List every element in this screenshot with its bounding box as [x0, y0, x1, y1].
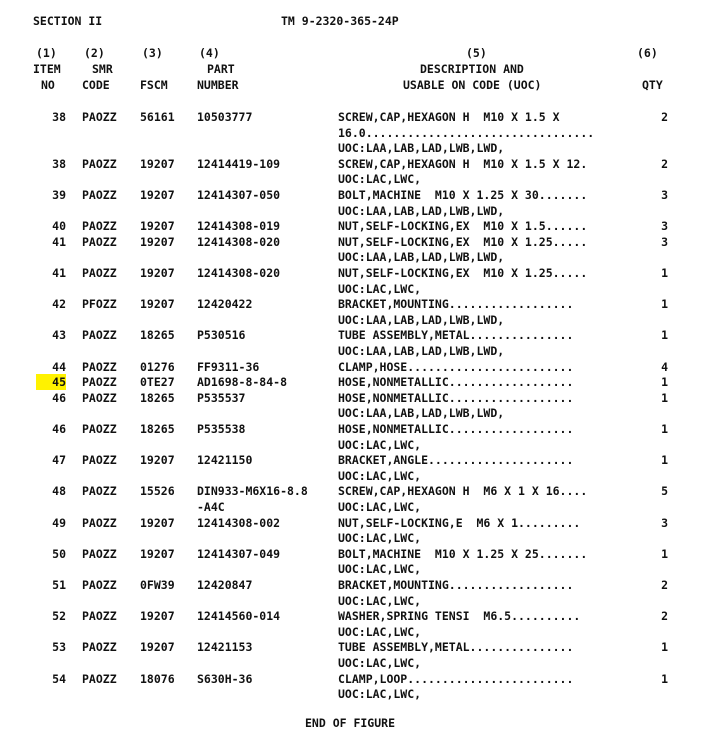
description: SCREW,CAP,HEXAGON H M6 X 1 X 16....	[338, 484, 588, 498]
table-row	[0, 390, 701, 406]
table-row	[0, 437, 701, 453]
table-row	[0, 374, 701, 390]
item-number: 38	[52, 110, 66, 124]
item-number: 39	[52, 188, 66, 202]
description: HOSE,NONMETALLIC..................	[338, 375, 574, 389]
item-number: 48	[52, 484, 66, 498]
table-row	[0, 265, 701, 281]
col1-num: (1)	[36, 46, 57, 60]
part-number: -A4C	[197, 500, 225, 514]
description: NUT,SELF-LOCKING,EX M10 X 1.5......	[338, 219, 588, 233]
description: UOC:LAC,LWC,	[338, 438, 422, 452]
description: UOC:LAC,LWC,	[338, 469, 422, 483]
description: TUBE ASSEMBLY,METAL...............	[338, 328, 574, 342]
col1-l1: ITEM	[33, 62, 61, 76]
table-row	[0, 249, 701, 265]
part-number: 12420847	[197, 578, 253, 592]
item-number: 46	[52, 422, 66, 436]
end-of-figure: END OF FIGURE	[305, 716, 396, 730]
fscm-code: 01276	[140, 360, 175, 374]
description: BOLT,MACHINE M10 X 1.25 X 30.......	[338, 188, 588, 202]
table-row	[0, 577, 701, 593]
smr-code: PAOZZ	[82, 672, 117, 686]
description: UOC:LAC,LWC,	[338, 531, 422, 545]
smr-code: PAOZZ	[82, 516, 117, 530]
description: BRACKET,MOUNTING..................	[338, 297, 574, 311]
table-row	[0, 140, 701, 156]
fscm-code: 18265	[140, 328, 175, 342]
quantity: 2	[661, 609, 668, 623]
description: UOC:LAA,LAB,LAD,LWB,LWD,	[338, 406, 505, 420]
fscm-code: 19207	[140, 453, 175, 467]
table-row	[0, 499, 701, 515]
smr-code: PAOZZ	[82, 375, 117, 389]
description: UOC:LAC,LWC,	[338, 500, 422, 514]
quantity: 1	[661, 640, 668, 654]
col5-num: (5)	[466, 46, 487, 60]
table-row	[0, 296, 701, 312]
col6-l2: QTY	[642, 78, 663, 92]
quantity: 2	[661, 578, 668, 592]
table-row	[0, 639, 701, 655]
part-number: 12414308-020	[197, 266, 281, 280]
smr-code: PAOZZ	[82, 547, 117, 561]
fscm-code: 19207	[140, 547, 175, 561]
part-number: 12414308-020	[197, 235, 281, 249]
item-number: 53	[52, 640, 66, 654]
item-number: 44	[52, 360, 66, 374]
fscm-code: 18265	[140, 422, 175, 436]
fscm-code: 19207	[140, 516, 175, 530]
table-row	[0, 624, 701, 640]
table-row	[0, 109, 701, 125]
description: CLAMP,LOOP........................	[338, 672, 574, 686]
col3-l2: FSCM	[140, 78, 168, 92]
smr-code: PAOZZ	[82, 640, 117, 654]
table-row	[0, 234, 701, 250]
smr-code: PAOZZ	[82, 328, 117, 342]
description: UOC:LAC,LWC,	[338, 625, 422, 639]
table-row	[0, 405, 701, 421]
smr-code: PAOZZ	[82, 188, 117, 202]
item-number: 43	[52, 328, 66, 342]
quantity: 1	[661, 328, 668, 342]
table-row	[0, 218, 701, 234]
fscm-code: 18076	[140, 672, 175, 686]
item-number: 47	[52, 453, 66, 467]
table-row	[0, 359, 701, 375]
fscm-code: 0FW39	[140, 578, 175, 592]
smr-code: PAOZZ	[82, 157, 117, 171]
description: UOC:LAA,LAB,LAD,LWB,LWD,	[338, 313, 505, 327]
smr-code: PAOZZ	[82, 391, 117, 405]
part-number: P535537	[197, 391, 246, 405]
description: UOC:LAA,LAB,LAD,LWB,LWD,	[338, 250, 505, 264]
table-row	[0, 452, 701, 468]
description: NUT,SELF-LOCKING,E M6 X 1.........	[338, 516, 581, 530]
quantity: 1	[661, 297, 668, 311]
part-number: 12421153	[197, 640, 253, 654]
fscm-code: 18265	[140, 391, 175, 405]
fscm-code: 19207	[140, 640, 175, 654]
quantity: 1	[661, 453, 668, 467]
fscm-code: 19207	[140, 609, 175, 623]
table-row	[0, 468, 701, 484]
col2-l2: CODE	[82, 78, 110, 92]
quantity: 5	[661, 484, 668, 498]
item-number: 54	[52, 672, 66, 686]
table-row	[0, 203, 701, 219]
table-row	[0, 421, 701, 437]
col1-l2: NO	[41, 78, 55, 92]
table-row	[0, 515, 701, 531]
table-row	[0, 655, 701, 671]
part-number: AD1698-8-84-8	[197, 375, 288, 389]
part-number: P535538	[197, 422, 246, 436]
description: UOC:LAC,LWC,	[338, 562, 422, 576]
description: BOLT,MACHINE M10 X 1.25 X 25.......	[338, 547, 588, 561]
part-number: FF9311-36	[197, 360, 260, 374]
item-number: 41	[52, 235, 66, 249]
table-row	[0, 561, 701, 577]
smr-code: PAOZZ	[82, 219, 117, 233]
smr-code: PAOZZ	[82, 266, 117, 280]
part-number: P530516	[197, 328, 246, 342]
item-number: 46	[52, 391, 66, 405]
section-label: SECTION II	[33, 14, 103, 28]
fscm-code: 19207	[140, 297, 175, 311]
table-row	[0, 483, 701, 499]
description: HOSE,NONMETALLIC..................	[338, 422, 574, 436]
description: UOC:LAC,LWC,	[338, 656, 422, 670]
description: WASHER,SPRING TENSI M6.5..........	[338, 609, 581, 623]
col2-num: (2)	[84, 46, 105, 60]
part-number: 12414307-049	[197, 547, 281, 561]
description: UOC:LAA,LAB,LAD,LWB,LWD,	[338, 141, 505, 155]
description: UOC:LAC,LWC,	[338, 282, 422, 296]
col4-l1: PART	[207, 62, 235, 76]
fscm-code: 15526	[140, 484, 175, 498]
quantity: 3	[661, 188, 668, 202]
smr-code: PAOZZ	[82, 609, 117, 623]
part-number: 12414308-019	[197, 219, 281, 233]
description: UOC:LAC,LWC,	[338, 594, 422, 608]
quantity: 1	[661, 391, 668, 405]
fscm-code: 19207	[140, 219, 175, 233]
quantity: 4	[661, 360, 668, 374]
description: UOC:LAA,LAB,LAD,LWB,LWD,	[338, 204, 505, 218]
fscm-code: 19207	[140, 235, 175, 249]
part-number: 12420422	[197, 297, 253, 311]
item-number: 51	[52, 578, 66, 592]
fscm-code: 19207	[140, 188, 175, 202]
quantity: 1	[661, 266, 668, 280]
quantity: 3	[661, 235, 668, 249]
description: BRACKET,ANGLE.....................	[338, 453, 574, 467]
item-number: 49	[52, 516, 66, 530]
description: UOC:LAA,LAB,LAD,LWB,LWD,	[338, 344, 505, 358]
part-number: 12414308-002	[197, 516, 281, 530]
col3-num: (3)	[142, 46, 163, 60]
description: HOSE,NONMETALLIC..................	[338, 391, 574, 405]
table-row	[0, 327, 701, 343]
quantity: 1	[661, 375, 668, 389]
description: UOC:LAC,LWC,	[338, 687, 422, 701]
item-number: 42	[52, 297, 66, 311]
quantity: 1	[661, 672, 668, 686]
table-row	[0, 125, 701, 141]
table-row	[0, 187, 701, 203]
description: SCREW,CAP,HEXAGON H M10 X 1.5 X 12.	[338, 157, 588, 171]
fscm-code: 19207	[140, 157, 175, 171]
item-number: 40	[52, 219, 66, 233]
part-number: 12414307-050	[197, 188, 281, 202]
table-row	[0, 671, 701, 687]
quantity: 3	[661, 219, 668, 233]
quantity: 1	[661, 547, 668, 561]
col6-num: (6)	[637, 46, 658, 60]
item-number: 41	[52, 266, 66, 280]
smr-code: PAOZZ	[82, 360, 117, 374]
description: BRACKET,MOUNTING..................	[338, 578, 574, 592]
description: SCREW,CAP,HEXAGON H M10 X 1.5 X	[338, 110, 560, 124]
smr-code: PAOZZ	[82, 422, 117, 436]
part-number: 12421150	[197, 453, 253, 467]
col4-l2: NUMBER	[197, 78, 239, 92]
table-row	[0, 608, 701, 624]
smr-code: PAOZZ	[82, 453, 117, 467]
table-row	[0, 312, 701, 328]
col4-num: (4)	[199, 46, 220, 60]
item-number: 45	[36, 374, 66, 390]
part-number: 10503777	[197, 110, 253, 124]
description: 16.0.................................	[338, 126, 595, 140]
fscm-code: 56161	[140, 110, 175, 124]
description: TUBE ASSEMBLY,METAL...............	[338, 640, 574, 654]
table-row	[0, 686, 701, 702]
table-row	[0, 343, 701, 359]
description: NUT,SELF-LOCKING,EX M10 X 1.25.....	[338, 235, 588, 249]
item-number: 52	[52, 609, 66, 623]
smr-code: PAOZZ	[82, 110, 117, 124]
col5-l2: USABLE ON CODE (UOC)	[403, 78, 542, 92]
part-number: S630H-36	[197, 672, 253, 686]
part-number: 12414560-014	[197, 609, 281, 623]
quantity: 1	[661, 422, 668, 436]
description: UOC:LAC,LWC,	[338, 172, 422, 186]
fscm-code: 19207	[140, 266, 175, 280]
smr-code: PAOZZ	[82, 578, 117, 592]
table-row	[0, 156, 701, 172]
quantity: 2	[661, 157, 668, 171]
part-number: DIN933-M6X16-8.8	[197, 484, 308, 498]
description: CLAMP,HOSE........................	[338, 360, 574, 374]
description: NUT,SELF-LOCKING,EX M10 X 1.25.....	[338, 266, 588, 280]
table-row	[0, 546, 701, 562]
part-number: 12414419-109	[197, 157, 281, 171]
smr-code: PFOZZ	[82, 297, 117, 311]
item-number: 50	[52, 547, 66, 561]
fscm-code: 0TE27	[140, 375, 175, 389]
smr-code: PAOZZ	[82, 484, 117, 498]
table-row	[0, 171, 701, 187]
quantity: 2	[661, 110, 668, 124]
table-row	[0, 281, 701, 297]
col5-l1: DESCRIPTION AND	[420, 62, 524, 76]
col2-l1: SMR	[92, 62, 113, 76]
table-row	[0, 593, 701, 609]
tm-number: TM 9-2320-365-24P	[281, 14, 399, 28]
item-number: 38	[52, 157, 66, 171]
smr-code: PAOZZ	[82, 235, 117, 249]
table-row	[0, 530, 701, 546]
quantity: 3	[661, 516, 668, 530]
